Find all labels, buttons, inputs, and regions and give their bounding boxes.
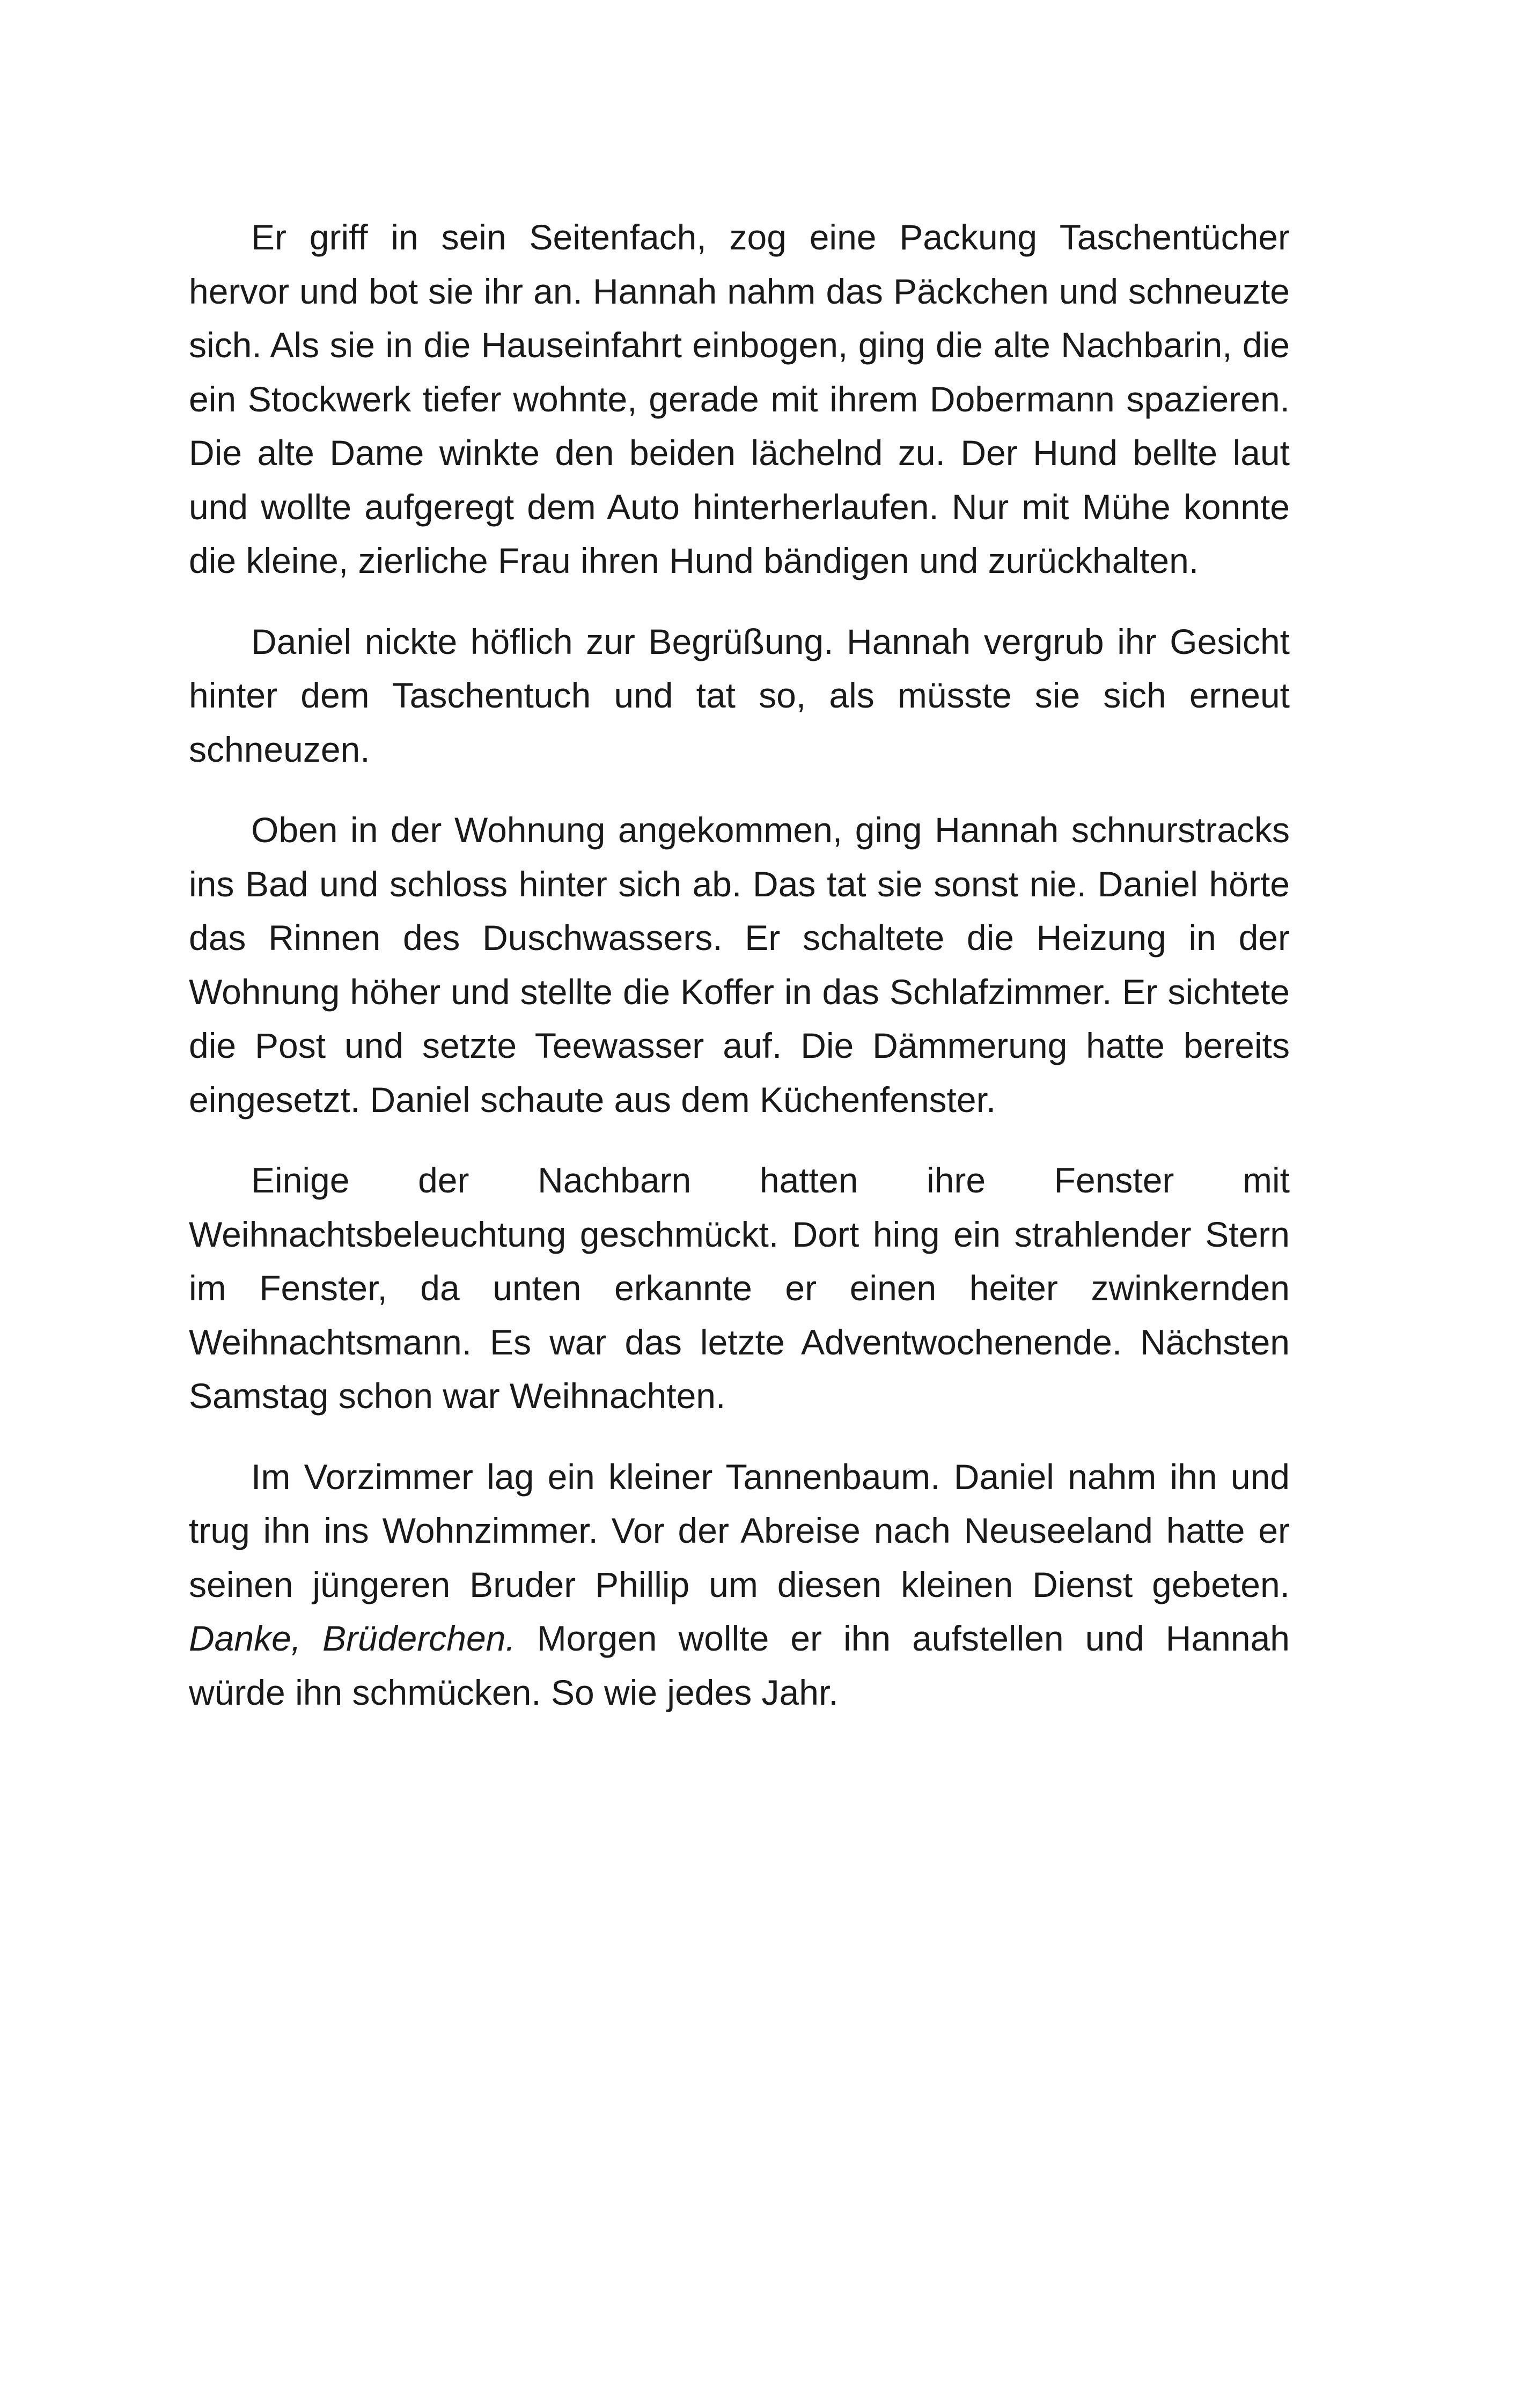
paragraph-4-text: Einige der Nachbarn hatten ihre Fenster mit Weihnachtsbeleuchtung geschmückt. Dort hing ein strahlender Stern im Fenster, da unten erkannte er einen heiter zwinkernden Weihnachtsmann. Es war das letzte Adventwochenende. Nächsten Samstag schon war Weihnachten. [189, 1160, 1290, 1416]
paragraph-1-text: Er griff in sein Seitenfach, zog eine Packung Taschentücher hervor und bot sie ihr an. Hannah nahm das Päckchen und schneuzte sich. Als sie in die Hauseinfahrt einbogen, ging die alte Nachbarin, die ein Stockwerk tiefer wohnte, gerade mit ihrem Dobermann spazieren. Die alte Dame winkte den beiden lächelnd zu. Der Hund bellte laut und wollte aufgeregt dem Auto hinterherlaufen. Nur mit Mühe konnte die kleine, zierliche Frau ihren Hund bändigen und zurückhalten. [189, 217, 1290, 580]
paragraph-5-text-end: Morgen wollte er ihn aufstellen und Hannah würde ihn schmücken. So wie jedes Jahr. [189, 1618, 1290, 1712]
paragraph-4 [189, 1153, 1290, 1423]
paragraph-2-text: Daniel nickte höflich zur Begrüßung. Hannah vergrub ihr Gesicht hinter dem Taschentuch und tat so, als müsste sie sich erneut schneuzen. [189, 621, 1290, 769]
book-page-text [189, 210, 1290, 1719]
paragraph-5-text-start: Im Vorzimmer lag ein kleiner Tannenbaum. Daniel nahm ihn und trug ihn ins Wohnzimmer. Vor der Abreise nach Neuseeland hatte er seinen jüngeren Bruder Phillip um diesen kleinen Dienst gebeten. [189, 1456, 1290, 1604]
paragraph-5 [189, 1450, 1290, 1720]
paragraph-5-italic-phrase: Danke, Brüderchen. [189, 1618, 516, 1658]
paragraph-3 [189, 803, 1290, 1126]
paragraph-1 [189, 210, 1290, 588]
paragraph-3-text: Oben in der Wohnung angekommen, ging Hannah schnurstracks ins Bad und schloss hinter sich ab. Das tat sie sonst nie. Daniel hörte das Rinnen des Duschwassers. Er schaltete die Heizung in der Wohnung höher und stellte die Koffer in das Schlafzimmer. Er sichtete die Post und setzte Teewasser auf. Die Dämmerung hatte bereits eingesetzt. Daniel schaute aus dem Küchenfenster. [189, 810, 1290, 1120]
paragraph-2 [189, 615, 1290, 777]
